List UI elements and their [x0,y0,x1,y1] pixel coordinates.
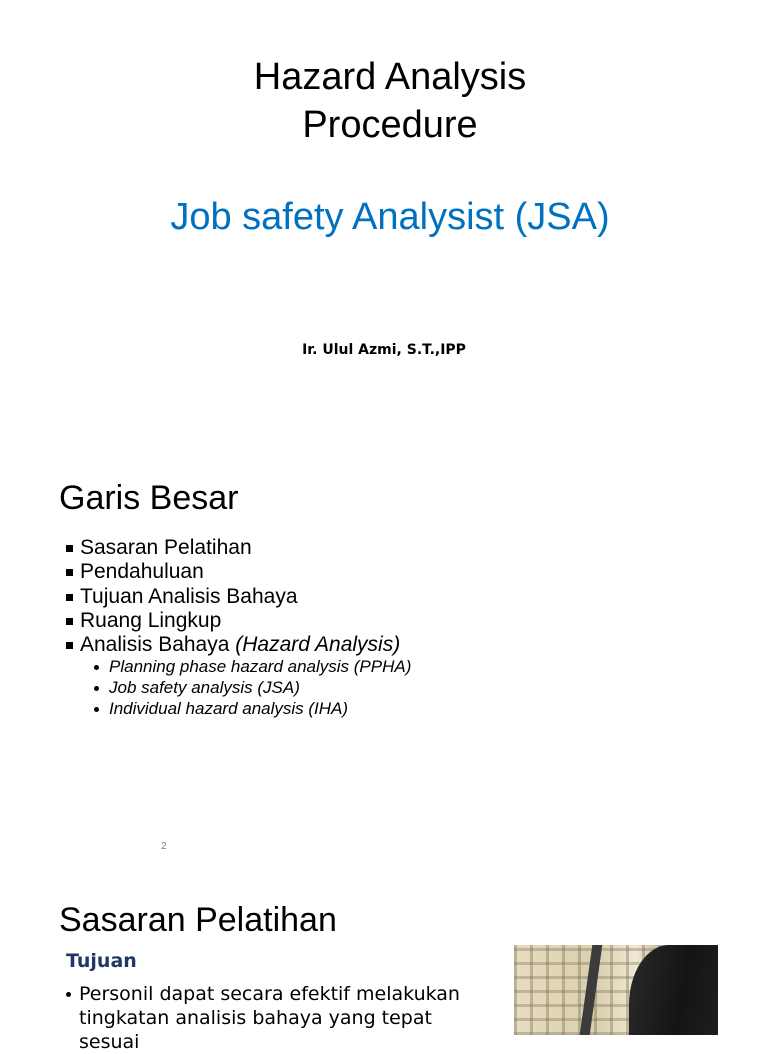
photo-jacket [629,945,718,1035]
slide-title [0,0,768,460]
slide-outline [0,460,768,880]
objectives-line-2: tingkatan analisis bahaya yang tepat sesuai [79,1007,432,1053]
slide-title-heading [0,53,768,149]
square-bullet-icon [66,545,73,552]
outline-item-label: Sasaran Pelatihan [80,536,252,559]
outline-item [66,609,411,633]
outline-heading: Garis Besar [59,479,239,517]
page-number: 2 [161,841,167,852]
square-bullet-icon [66,569,73,576]
outline-subitem [94,657,411,678]
round-bullet-icon [94,686,99,691]
author-name: Ir. Ulul Azmi, S.T.,IPP [302,342,466,358]
objectives-heading: Sasaran Pelatihan [59,901,337,939]
outline-item-label: Ruang Lingkup [80,608,222,632]
outline-item-label: Analisis Bahaya [80,633,230,657]
objectives-item [66,982,466,1054]
outline-subitem-label: Planning phase hazard analysis (PPHA) [109,657,412,677]
outline-list [66,536,411,720]
title-line-2: Procedure [302,104,478,146]
round-bullet-icon [94,707,99,712]
outline-item-italic: (Hazard Analysis) [235,633,401,657]
slide-subtitle: Job safety Analysist (JSA) [170,196,610,238]
square-bullet-icon [66,618,73,625]
outline-subitem-label: Job safety analysis (JSA) [109,678,300,698]
outline-item [66,585,411,609]
round-bullet-icon [66,992,71,997]
title-line-1: Hazard Analysis [253,56,527,98]
outline-item-label: Tujuan Analisis Bahaya [80,584,298,608]
objectives-label: Tujuan [66,950,137,972]
objectives-list [66,982,466,1054]
outline-subitem-label: Individual hazard analysis (IHA) [109,698,349,718]
worker-photo [514,945,718,1035]
slide-objectives [0,880,768,1053]
round-bullet-icon [94,665,99,670]
outline-item [66,536,411,560]
outline-subitem [94,699,411,720]
outline-item-label: Pendahuluan [80,560,204,584]
square-bullet-icon [66,594,73,601]
square-bullet-icon [66,642,73,649]
outline-item [66,560,411,584]
outline-item [66,633,411,719]
objectives-line-1: Personil dapat secara efektif melakukan [79,983,460,1005]
photo-strap [580,945,603,1035]
outline-subitem [94,678,411,699]
outline-sublist [94,657,411,719]
